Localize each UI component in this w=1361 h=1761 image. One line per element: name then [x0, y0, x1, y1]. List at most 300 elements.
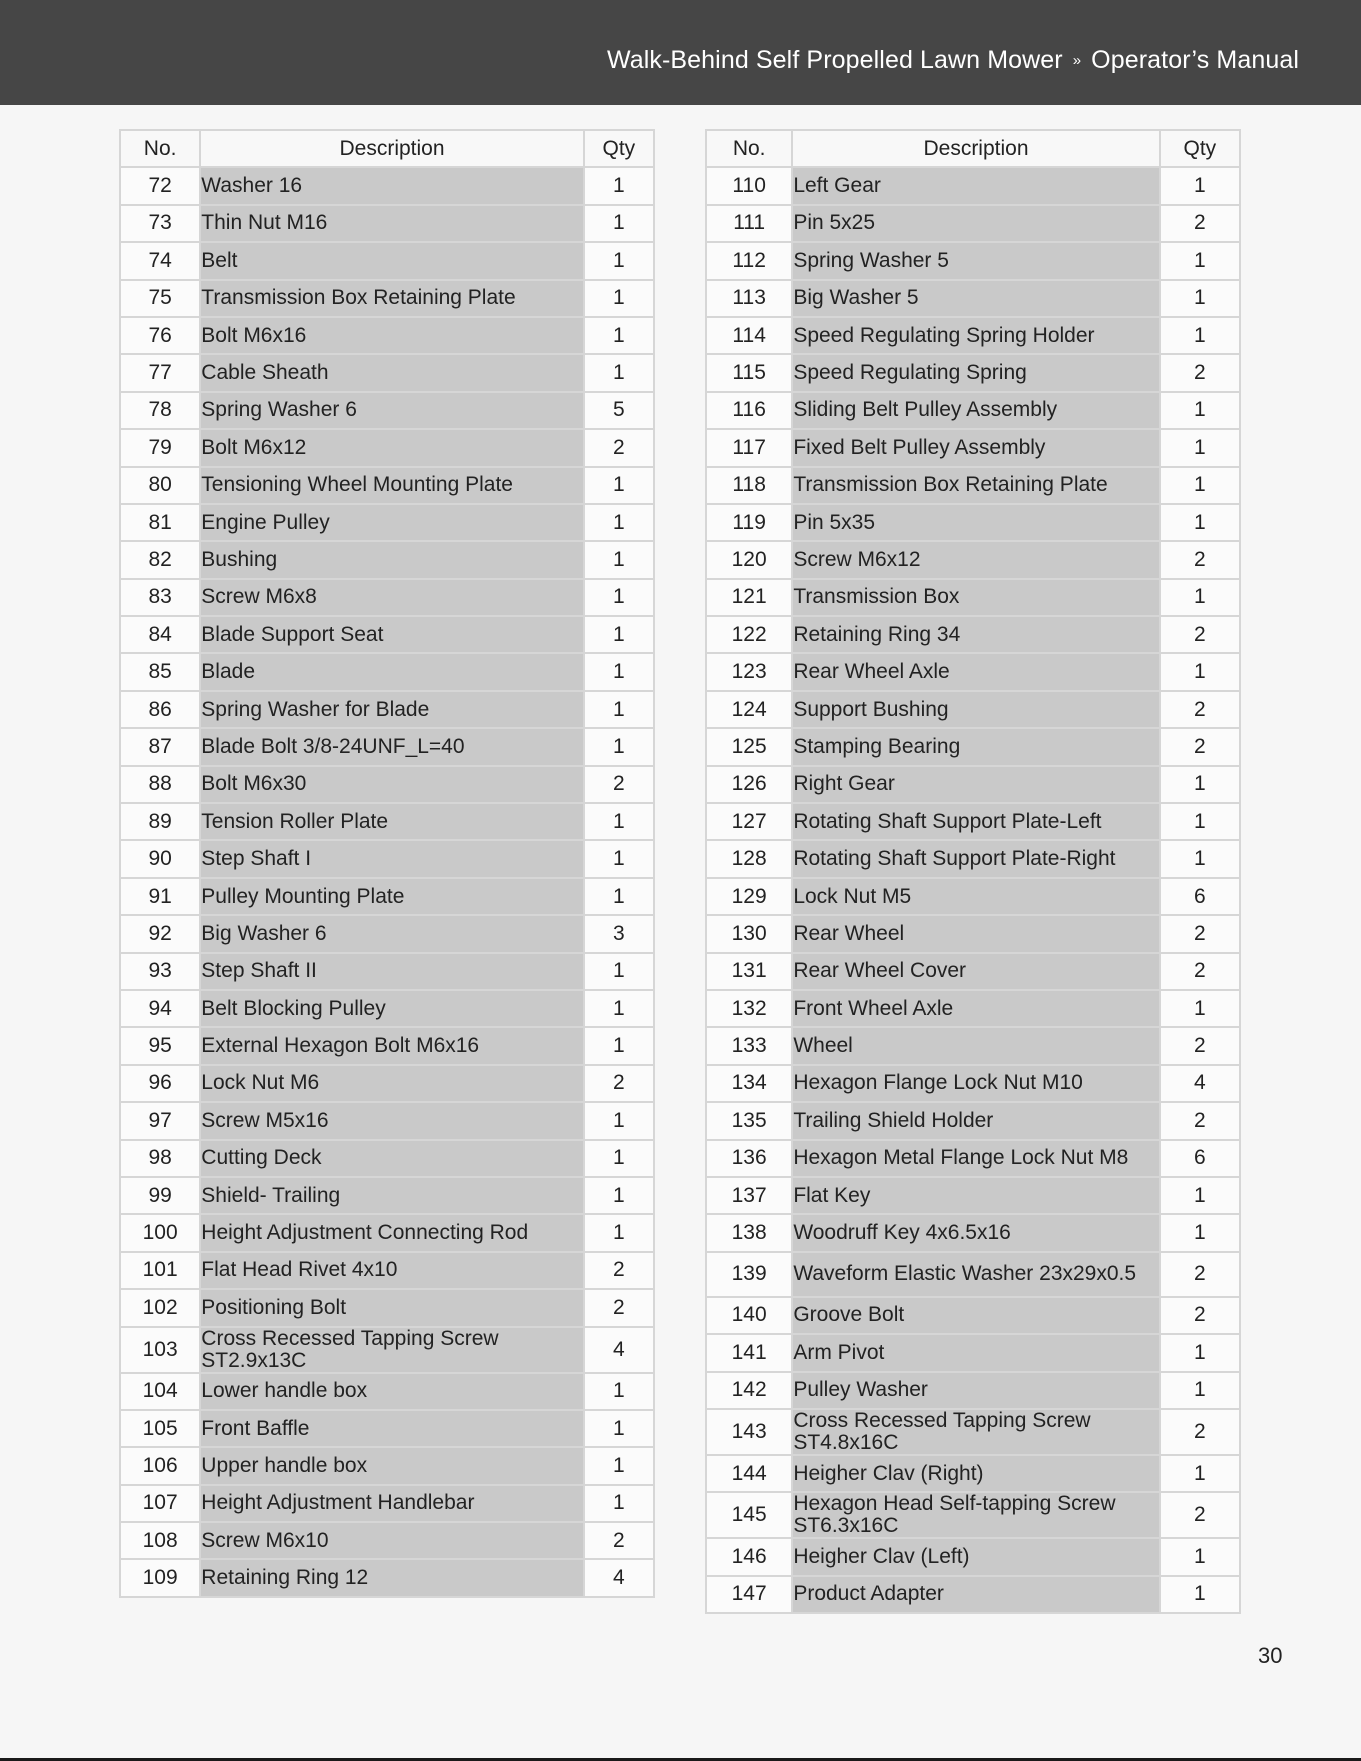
part-description-cell: Arm Pivot: [792, 1334, 1159, 1371]
part-quantity-cell: 3: [584, 915, 654, 952]
part-quantity-cell: 2: [1160, 728, 1240, 765]
table-row: [120, 878, 654, 915]
table-row: [120, 1289, 654, 1326]
part-quantity-cell: 2: [1160, 1027, 1240, 1064]
part-quantity-cell: 1: [584, 1373, 654, 1410]
part-quantity-cell: 1: [584, 354, 654, 391]
part-number-cell: 88: [120, 766, 200, 803]
parts-table-right: [705, 129, 1241, 1614]
table-row: [706, 280, 1240, 317]
page-header: [0, 0, 1361, 105]
part-quantity-cell: 2: [1160, 915, 1240, 952]
part-description-cell: Flat Key: [792, 1177, 1159, 1214]
part-quantity-cell: 1: [1160, 467, 1240, 504]
part-number-cell: 99: [120, 1177, 200, 1214]
page-number: 30: [1258, 1643, 1283, 1668]
part-quantity-cell: 1: [584, 728, 654, 765]
part-description-cell: Heigher Clav (Right): [792, 1455, 1159, 1492]
part-quantity-cell: 1: [584, 616, 654, 653]
part-quantity-cell: 1: [584, 691, 654, 728]
part-number-cell: 135: [706, 1102, 792, 1139]
table-row: [120, 1373, 654, 1410]
table-row: [120, 990, 654, 1027]
part-description-cell: Front Baffle: [200, 1410, 583, 1447]
column-header-description: Description: [200, 130, 583, 167]
table-row: [706, 1334, 1240, 1371]
part-number-cell: 122: [706, 616, 792, 653]
table-row: [120, 354, 654, 391]
table-row: [120, 1214, 654, 1251]
table-row: [120, 653, 654, 690]
part-number-cell: 141: [706, 1334, 792, 1371]
part-number-cell: 75: [120, 280, 200, 317]
part-number-cell: 125: [706, 728, 792, 765]
part-number-cell: 100: [120, 1214, 200, 1251]
part-number-cell: 107: [120, 1485, 200, 1522]
part-quantity-cell: 1: [1160, 280, 1240, 317]
table-row: [706, 728, 1240, 765]
part-description-cell: Thin Nut M16: [200, 205, 583, 242]
part-number-cell: 118: [706, 467, 792, 504]
part-description-cell: Rear Wheel Axle: [792, 653, 1159, 690]
part-number-cell: 130: [706, 915, 792, 952]
table-row: [120, 915, 654, 952]
part-description-cell: Screw M5x16: [200, 1102, 583, 1139]
part-description-cell: Cross Recessed Tapping Screw ST2.9x13C: [200, 1327, 583, 1373]
part-number-cell: 74: [120, 242, 200, 279]
part-quantity-cell: 1: [1160, 990, 1240, 1027]
part-number-cell: 147: [706, 1576, 792, 1613]
table-header-row: [120, 130, 654, 167]
table-row: [706, 1576, 1240, 1613]
part-quantity-cell: 1: [1160, 317, 1240, 354]
part-quantity-cell: 2: [1160, 541, 1240, 578]
table-row: [120, 1252, 654, 1289]
part-description-cell: Lock Nut M5: [792, 878, 1159, 915]
part-number-cell: 114: [706, 317, 792, 354]
table-row: [120, 1102, 654, 1139]
part-number-cell: 121: [706, 579, 792, 616]
part-quantity-cell: 1: [1160, 167, 1240, 204]
part-quantity-cell: 1: [584, 840, 654, 877]
part-quantity-cell: 1: [584, 1140, 654, 1177]
part-quantity-cell: 1: [1160, 392, 1240, 429]
part-quantity-cell: 1: [584, 803, 654, 840]
part-description-cell: Speed Regulating Spring: [792, 354, 1159, 391]
part-quantity-cell: 1: [584, 1447, 654, 1484]
table-row: [120, 429, 654, 466]
part-number-cell: 81: [120, 504, 200, 541]
part-number-cell: 131: [706, 953, 792, 990]
part-number-cell: 84: [120, 616, 200, 653]
part-description-cell: Screw M6x8: [200, 579, 583, 616]
table-row: [706, 653, 1240, 690]
part-number-cell: 120: [706, 541, 792, 578]
part-number-cell: 91: [120, 878, 200, 915]
part-quantity-cell: 6: [1160, 878, 1240, 915]
part-quantity-cell: 1: [584, 504, 654, 541]
table-row: [120, 467, 654, 504]
part-number-cell: 140: [706, 1297, 792, 1334]
part-quantity-cell: 1: [584, 280, 654, 317]
part-quantity-cell: 2: [1160, 953, 1240, 990]
table-row: [120, 1327, 654, 1373]
table-row: [706, 990, 1240, 1027]
column-header-qty: Qty: [584, 130, 654, 167]
part-description-cell: Big Washer 6: [200, 915, 583, 952]
part-quantity-cell: 1: [1160, 579, 1240, 616]
part-number-cell: 112: [706, 242, 792, 279]
part-number-cell: 110: [706, 167, 792, 204]
part-description-cell: Waveform Elastic Washer 23x29x0.5: [792, 1252, 1159, 1297]
part-description-cell: Engine Pulley: [200, 504, 583, 541]
part-description-cell: Retaining Ring 34: [792, 616, 1159, 653]
table-row: [706, 915, 1240, 952]
part-description-cell: Rotating Shaft Support Plate-Right: [792, 840, 1159, 877]
part-description-cell: Bolt M6x16: [200, 317, 583, 354]
part-number-cell: 85: [120, 653, 200, 690]
part-description-cell: Lock Nut M6: [200, 1065, 583, 1102]
part-description-cell: Screw M6x10: [200, 1522, 583, 1559]
part-quantity-cell: 1: [584, 878, 654, 915]
table-row: [706, 1214, 1240, 1251]
part-quantity-cell: 2: [1160, 1409, 1240, 1455]
part-quantity-cell: 5: [584, 392, 654, 429]
part-quantity-cell: 1: [584, 467, 654, 504]
part-description-cell: Bushing: [200, 541, 583, 578]
part-description-cell: Wheel: [792, 1027, 1159, 1064]
column-header-description: Description: [792, 130, 1159, 167]
part-description-cell: Screw M6x12: [792, 541, 1159, 578]
table-row: [706, 1455, 1240, 1492]
part-number-cell: 106: [120, 1447, 200, 1484]
part-description-cell: Lower handle box: [200, 1373, 583, 1410]
part-quantity-cell: 1: [584, 317, 654, 354]
table-row: [706, 541, 1240, 578]
part-description-cell: Rear Wheel Cover: [792, 953, 1159, 990]
part-number-cell: 83: [120, 579, 200, 616]
table-row: [706, 1492, 1240, 1538]
part-description-cell: Step Shaft I: [200, 840, 583, 877]
part-quantity-cell: 4: [584, 1559, 654, 1596]
part-quantity-cell: 2: [584, 429, 654, 466]
table-row: [120, 840, 654, 877]
part-number-cell: 139: [706, 1252, 792, 1297]
part-quantity-cell: 1: [584, 1027, 654, 1064]
part-quantity-cell: 1: [584, 167, 654, 204]
part-number-cell: 72: [120, 167, 200, 204]
part-number-cell: 79: [120, 429, 200, 466]
part-number-cell: 137: [706, 1177, 792, 1214]
part-quantity-cell: 1: [584, 990, 654, 1027]
table-row: [120, 392, 654, 429]
table-row: [706, 354, 1240, 391]
part-description-cell: Left Gear: [792, 167, 1159, 204]
part-number-cell: 102: [120, 1289, 200, 1326]
part-description-cell: Blade Bolt 3/8-24UNF_L=40: [200, 728, 583, 765]
part-quantity-cell: 1: [1160, 242, 1240, 279]
part-description-cell: Step Shaft II: [200, 953, 583, 990]
part-description-cell: Transmission Box Retaining Plate: [792, 467, 1159, 504]
part-number-cell: 129: [706, 878, 792, 915]
part-quantity-cell: 1: [584, 579, 654, 616]
part-number-cell: 142: [706, 1372, 792, 1409]
table-row: [120, 616, 654, 653]
part-description-cell: Bolt M6x30: [200, 766, 583, 803]
table-row: [706, 242, 1240, 279]
part-number-cell: 73: [120, 205, 200, 242]
part-quantity-cell: 1: [584, 1214, 654, 1251]
part-number-cell: 108: [120, 1522, 200, 1559]
table-row: [120, 205, 654, 242]
table-row: [706, 392, 1240, 429]
part-number-cell: 146: [706, 1538, 792, 1575]
part-quantity-cell: 2: [1160, 616, 1240, 653]
part-number-cell: 87: [120, 728, 200, 765]
part-description-cell: Rear Wheel: [792, 915, 1159, 952]
part-quantity-cell: 1: [584, 541, 654, 578]
part-number-cell: 134: [706, 1065, 792, 1102]
part-description-cell: Pulley Mounting Plate: [200, 878, 583, 915]
part-quantity-cell: 1: [1160, 803, 1240, 840]
table-row: [706, 803, 1240, 840]
part-number-cell: 123: [706, 653, 792, 690]
part-number-cell: 111: [706, 205, 792, 242]
part-description-cell: External Hexagon Bolt M6x16: [200, 1027, 583, 1064]
table-row: [120, 1410, 654, 1447]
manual-title: Walk-Behind Self Propelled Lawn Mower: [606, 46, 1063, 74]
part-description-cell: Right Gear: [792, 766, 1159, 803]
part-quantity-cell: 1: [1160, 504, 1240, 541]
column-header-qty: Qty: [1160, 130, 1240, 167]
part-number-cell: 95: [120, 1027, 200, 1064]
table-row: [706, 840, 1240, 877]
part-description-cell: Stamping Bearing: [792, 728, 1159, 765]
part-quantity-cell: 1: [584, 242, 654, 279]
table-row: [120, 1522, 654, 1559]
breadcrumb-separator: »: [1072, 52, 1082, 69]
part-quantity-cell: 1: [584, 1485, 654, 1522]
table-row: [706, 504, 1240, 541]
table-row: [706, 953, 1240, 990]
part-number-cell: 96: [120, 1065, 200, 1102]
table-header-row: [706, 130, 1240, 167]
part-quantity-cell: 2: [1160, 1297, 1240, 1334]
part-number-cell: 98: [120, 1140, 200, 1177]
part-number-cell: 101: [120, 1252, 200, 1289]
table-row: [120, 1485, 654, 1522]
part-number-cell: 133: [706, 1027, 792, 1064]
table-row: [120, 280, 654, 317]
part-number-cell: 138: [706, 1214, 792, 1251]
part-description-cell: Fixed Belt Pulley Assembly: [792, 429, 1159, 466]
part-quantity-cell: 1: [1160, 1538, 1240, 1575]
part-description-cell: Support Bushing: [792, 691, 1159, 728]
table-row: [706, 1409, 1240, 1455]
part-description-cell: Heigher Clav (Left): [792, 1538, 1159, 1575]
part-description-cell: Big Washer 5: [792, 280, 1159, 317]
part-number-cell: 78: [120, 392, 200, 429]
part-number-cell: 127: [706, 803, 792, 840]
part-description-cell: Groove Bolt: [792, 1297, 1159, 1334]
table-row: [706, 1065, 1240, 1102]
part-quantity-cell: 1: [1160, 1372, 1240, 1409]
table-row: [120, 803, 654, 840]
part-number-cell: 82: [120, 541, 200, 578]
part-number-cell: 94: [120, 990, 200, 1027]
table-row: [120, 579, 654, 616]
table-row: [706, 1297, 1240, 1334]
part-description-cell: Washer 16: [200, 167, 583, 204]
table-row: [120, 1140, 654, 1177]
table-row: [120, 317, 654, 354]
part-description-cell: Pulley Washer: [792, 1372, 1159, 1409]
part-quantity-cell: 1: [1160, 1177, 1240, 1214]
part-description-cell: Tensioning Wheel Mounting Plate: [200, 467, 583, 504]
part-description-cell: Spring Washer 5: [792, 242, 1159, 279]
part-description-cell: Hexagon Head Self-tapping Screw ST6.3x16C: [792, 1492, 1159, 1538]
part-number-cell: 105: [120, 1410, 200, 1447]
part-number-cell: 86: [120, 691, 200, 728]
part-quantity-cell: 1: [1160, 653, 1240, 690]
part-number-cell: 116: [706, 392, 792, 429]
part-quantity-cell: 1: [584, 953, 654, 990]
table-row: [706, 1177, 1240, 1214]
table-row: [120, 167, 654, 204]
table-row: [120, 1177, 654, 1214]
part-number-cell: 92: [120, 915, 200, 952]
table-row: [706, 1252, 1240, 1297]
part-quantity-cell: 4: [584, 1327, 654, 1373]
part-quantity-cell: 1: [584, 1102, 654, 1139]
part-description-cell: Cable Sheath: [200, 354, 583, 391]
part-number-cell: 115: [706, 354, 792, 391]
part-number-cell: 109: [120, 1559, 200, 1596]
part-number-cell: 128: [706, 840, 792, 877]
part-description-cell: Belt Blocking Pulley: [200, 990, 583, 1027]
part-quantity-cell: 2: [1160, 205, 1240, 242]
part-description-cell: Tension Roller Plate: [200, 803, 583, 840]
part-description-cell: Hexagon Metal Flange Lock Nut M8: [792, 1140, 1159, 1177]
part-quantity-cell: 2: [584, 1289, 654, 1326]
part-quantity-cell: 2: [584, 1065, 654, 1102]
table-row: [120, 541, 654, 578]
part-description-cell: Spring Washer for Blade: [200, 691, 583, 728]
column-header-no: No.: [706, 130, 792, 167]
part-description-cell: Spring Washer 6: [200, 392, 583, 429]
part-quantity-cell: 2: [584, 1522, 654, 1559]
part-quantity-cell: 2: [1160, 1102, 1240, 1139]
part-quantity-cell: 1: [584, 1410, 654, 1447]
part-description-cell: Woodruff Key 4x6.5x16: [792, 1214, 1159, 1251]
table-row: [706, 205, 1240, 242]
manual-section: Operator’s Manual: [1091, 46, 1299, 74]
table-row: [706, 766, 1240, 803]
table-row: [120, 1065, 654, 1102]
part-quantity-cell: 1: [1160, 766, 1240, 803]
part-description-cell: Upper handle box: [200, 1447, 583, 1484]
part-description-cell: Flat Head Rivet 4x10: [200, 1252, 583, 1289]
part-description-cell: Blade: [200, 653, 583, 690]
part-number-cell: 80: [120, 467, 200, 504]
part-number-cell: 76: [120, 317, 200, 354]
table-row: [706, 429, 1240, 466]
part-number-cell: 143: [706, 1409, 792, 1455]
part-description-cell: Cutting Deck: [200, 1140, 583, 1177]
part-number-cell: 144: [706, 1455, 792, 1492]
part-number-cell: 97: [120, 1102, 200, 1139]
part-quantity-cell: 1: [1160, 429, 1240, 466]
part-description-cell: Trailing Shield Holder: [792, 1102, 1159, 1139]
table-row: [120, 691, 654, 728]
table-row: [120, 953, 654, 990]
part-description-cell: Rotating Shaft Support Plate-Left: [792, 803, 1159, 840]
part-number-cell: 126: [706, 766, 792, 803]
part-quantity-cell: 1: [584, 653, 654, 690]
part-description-cell: Speed Regulating Spring Holder: [792, 317, 1159, 354]
part-description-cell: Pin 5x35: [792, 504, 1159, 541]
part-quantity-cell: 1: [1160, 1334, 1240, 1371]
table-row: [120, 766, 654, 803]
part-description-cell: Shield- Trailing: [200, 1177, 583, 1214]
part-description-cell: Blade Support Seat: [200, 616, 583, 653]
table-row: [120, 728, 654, 765]
part-quantity-cell: 2: [584, 1252, 654, 1289]
part-description-cell: Pin 5x25: [792, 205, 1159, 242]
table-row: [706, 616, 1240, 653]
part-description-cell: Front Wheel Axle: [792, 990, 1159, 1027]
table-row: [706, 1538, 1240, 1575]
part-quantity-cell: 2: [584, 766, 654, 803]
part-number-cell: 90: [120, 840, 200, 877]
table-row: [706, 878, 1240, 915]
table-row: [120, 242, 654, 279]
part-number-cell: 119: [706, 504, 792, 541]
table-row: [706, 467, 1240, 504]
table-row: [706, 1140, 1240, 1177]
table-row: [706, 691, 1240, 728]
table-row: [120, 1559, 654, 1596]
part-number-cell: 93: [120, 953, 200, 990]
table-row: [706, 1102, 1240, 1139]
part-quantity-cell: 6: [1160, 1140, 1240, 1177]
table-row: [706, 1027, 1240, 1064]
part-number-cell: 77: [120, 354, 200, 391]
part-number-cell: 124: [706, 691, 792, 728]
column-header-no: No.: [120, 130, 200, 167]
part-description-cell: Positioning Bolt: [200, 1289, 583, 1326]
part-description-cell: Retaining Ring 12: [200, 1559, 583, 1596]
part-description-cell: Sliding Belt Pulley Assembly: [792, 392, 1159, 429]
part-quantity-cell: 1: [584, 1177, 654, 1214]
table-row: [120, 1447, 654, 1484]
part-quantity-cell: 1: [584, 205, 654, 242]
parts-table-left: [119, 129, 655, 1598]
table-row: [706, 579, 1240, 616]
part-description-cell: Height Adjustment Handlebar: [200, 1485, 583, 1522]
part-quantity-cell: 1: [1160, 840, 1240, 877]
part-description-cell: Transmission Box: [792, 579, 1159, 616]
part-quantity-cell: 2: [1160, 1252, 1240, 1297]
table-row: [706, 167, 1240, 204]
part-quantity-cell: 2: [1160, 354, 1240, 391]
part-number-cell: 89: [120, 803, 200, 840]
part-number-cell: 103: [120, 1327, 200, 1373]
part-number-cell: 132: [706, 990, 792, 1027]
part-number-cell: 113: [706, 280, 792, 317]
part-quantity-cell: 2: [1160, 1492, 1240, 1538]
part-description-cell: Product Adapter: [792, 1576, 1159, 1613]
